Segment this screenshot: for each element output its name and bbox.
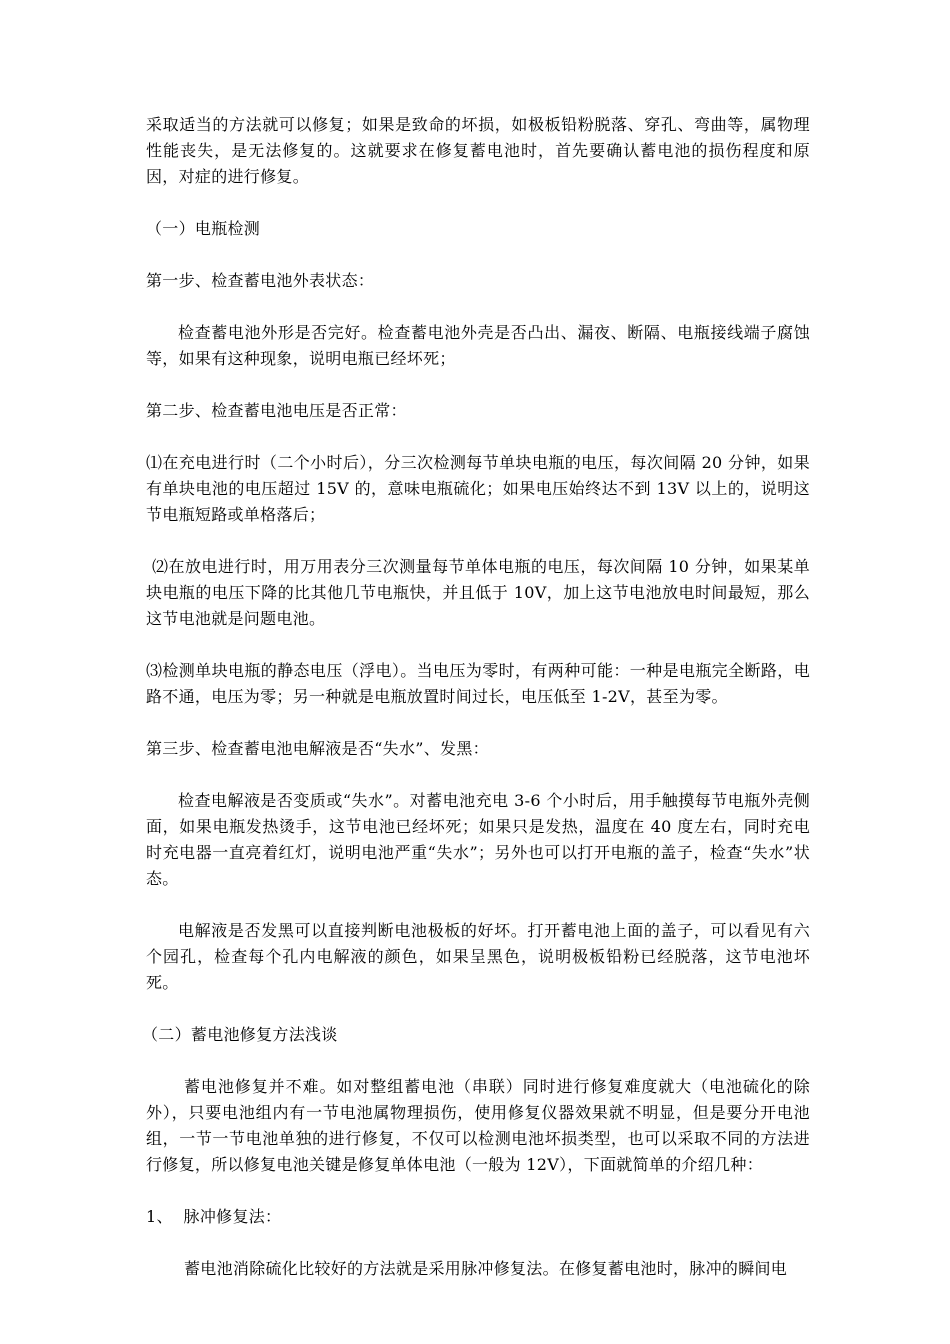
- paragraph-voltage-static: ⑶检测单块电瓶的静态电压（浮电）。当电压为零时，有两种可能：一种是电瓶完全断路，电路不通，电压为零；另一种就是电瓶放置时间过长，电压低至 1-2V，甚至为零。: [146, 661, 810, 706]
- document-body: [142, 112, 810, 1282]
- paragraph-voltage-discharging: ⑵在放电进行时，用万用表分三次测量每节单体电瓶的电压，每次间隔 10 分钟，如果某单块电瓶的电压下降的比其他几节电瓶快，并且低于 10V，加上这节电池放电时间最短，那么这节电池就是问题电池。: [146, 557, 810, 628]
- step-heading-voltage: 第二步、检查蓄电池电压是否正常：: [146, 401, 407, 420]
- section-heading-repair-methods: （二）蓄电池修复方法浅谈: [142, 1025, 338, 1044]
- step-heading-electrolyte: 第三步、检查蓄电池电解液是否“失水”、发黑：: [146, 739, 489, 758]
- section-heading-battery-detection: （一）电瓶检测: [146, 219, 261, 238]
- paragraph-appearance-check: 检查蓄电池外形是否完好。检查蓄电池外壳是否凸出、漏夜、断隔、电瓶接线端子腐蚀等，如果有这种现象，说明电瓶已经坏死；: [146, 323, 810, 368]
- paragraph-voltage-charging: ⑴在充电进行时（二个小时后），分三次检测每节单块电瓶的电压，每次间隔 20 分钟，如果有单块电池的电压超过 15V 的，意味电瓶硫化；如果电压始终达不到 13V 以上的，说明这节电瓶短路或单格落后；: [146, 453, 810, 524]
- paragraph-electrolyte-black: 电解液是否发黑可以直接判断电池极板的好坏。打开蓄电池上面的盖子，可以看见有六个园孔，检查每个孔内电解液的颜色，如果呈黑色，说明极板铅粉已经脱落，这节电池坏死。: [146, 921, 810, 992]
- paragraph-pulse-repair: 蓄电池消除硫化比较好的方法就是采用脉冲修复法。在修复蓄电池时，脉冲的瞬间电: [184, 1259, 788, 1278]
- paragraph-repair-overview: 蓄电池修复并不难。如对整组蓄电池（串联）同时进行修复难度就大（电池硫化的除外），只要电池组内有一节电池属物理损伤，使用修复仪器效果就不明显，但是要分开电池组，一节一节电池单独的进行修复，不仅可以检测电池坏损类型，也可以采取不同的方法进行修复，所以修复电池关键是修复单体电池（一般为 12V），下面就简单的介绍几种：: [146, 1077, 810, 1174]
- step-heading-appearance: 第一步、检查蓄电池外表状态：: [146, 271, 375, 290]
- paragraph-electrolyte-water-loss: 检查电解液是否变质或“失水”。对蓄电池充电 3-6 个小时后，用手触摸每节电瓶外壳侧面，如果电瓶发热烫手，这节电池已经坏死；如果只是发热，温度在 40 度左右，同时充电时充电器一直亮着红灯，说明电池严重“失水”；另外也可以打开电瓶的盖子，检查“失水”状态。: [146, 791, 810, 888]
- paragraph-intro: 采取适当的方法就可以修复；如果是致命的坏损，如极板铅粉脱落、穿孔、弯曲等，属物理性能丧失，是无法修复的。这就要求在修复蓄电池时，首先要确认蓄电池的损伤程度和原因，对症的进行修复。: [146, 115, 810, 186]
- list-item-pulse-repair: 1、 脉冲修复法：: [146, 1207, 282, 1226]
